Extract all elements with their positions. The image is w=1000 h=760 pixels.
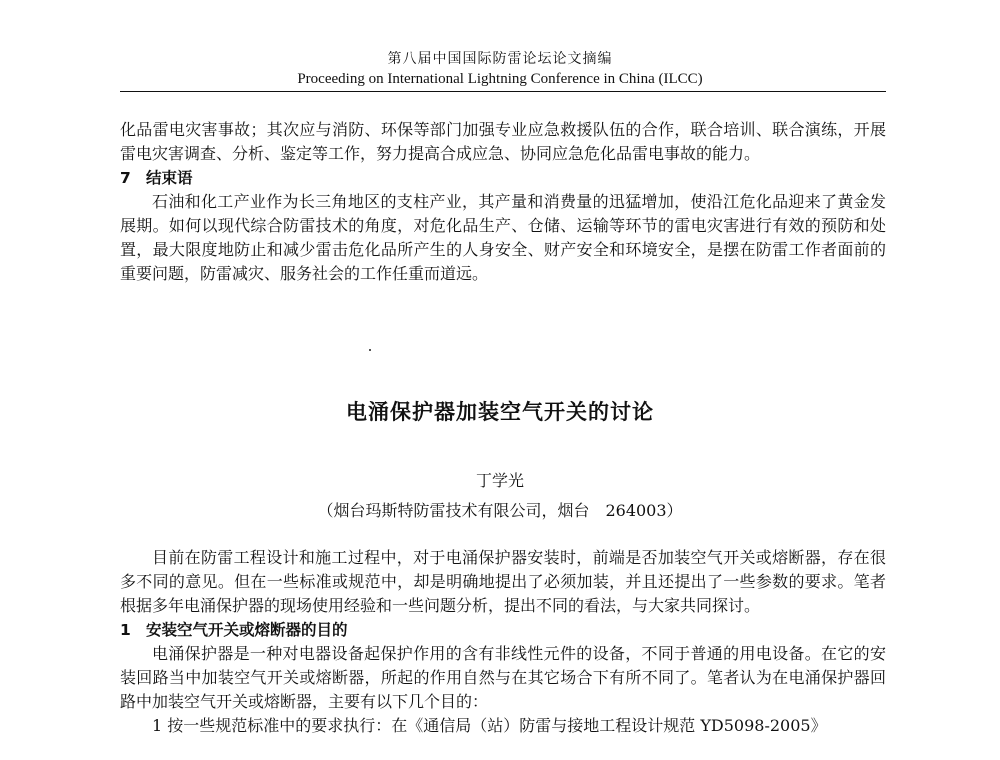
list-item: 1 按一些规范标准中的要求执行：在《通信局（站）防雷与接地工程设计规范 YD5098-2005》 bbox=[152, 716, 827, 735]
article-title: 电涌保护器加装空气开关的讨论 bbox=[346, 400, 654, 424]
article-affiliation: （烟台玛斯特防雷技术有限公司，烟台 264003） bbox=[317, 501, 683, 520]
section-title: 安装空气开关或熔断器的目的 bbox=[146, 621, 348, 639]
section-number: 1 bbox=[120, 621, 131, 639]
header-title-en: Proceeding on International Lightning Conference in China (ILCC) bbox=[297, 71, 703, 87]
section-heading bbox=[120, 166, 886, 190]
previous-article-ending bbox=[120, 118, 886, 286]
header-title-cn: 第八届中国国际防雷论坛论文摘编 bbox=[387, 51, 613, 67]
section-title: 结束语 bbox=[146, 169, 193, 187]
paragraph: 目前在防雷工程设计和施工过程中，对于电涌保护器安装时，前端是否加装空气开关或熔断器，存在很多不同的意见。但在一些标准或规范中，却是明确地提出了必须加装，并且还提出了一些参数的要求。笔者根据多年电涌保护器的现场使用经验和一些问题分析，提出不同的看法，与大家共同探讨。 bbox=[120, 548, 886, 615]
header-rule bbox=[120, 91, 886, 92]
article-author: 丁学光 bbox=[475, 471, 524, 490]
article-body bbox=[120, 546, 886, 738]
paragraph: 化品雷电灾害事故；其次应与消防、环保等部门加强专业应急救援队伍的合作，联合培训、联合演练，开展雷电灾害调查、分析、鉴定等工作，努力提高合成应急、协同应急危化品雷电事故的能力。 bbox=[120, 120, 886, 163]
running-header bbox=[0, 50, 1000, 88]
paragraph: 石油和化工产业作为长三角地区的支柱产业，其产量和消费量的迅猛增加，使沿江危化品迎来了黄金发展期。如何以现代综合防雷技术的角度，对危化品生产、仓储、运输等环节的雷电灾害进行有效的预防和处置，最大限度地防止和减少雷击危化品所产生的人身安全、财产安全和环境安全，是摆在防雷工作者面前的重要问题，防雷减灾、服务社会的工作任重而道远。 bbox=[120, 192, 886, 283]
section-number: 7 bbox=[120, 169, 131, 187]
stray-mark bbox=[369, 349, 371, 351]
section-heading bbox=[120, 618, 886, 642]
paragraph: 电涌保护器是一种对电器设备起保护作用的含有非线性元件的设备，不同于普通的用电设备。在它的安装回路当中加装空气开关或熔断器，所起的作用自然与在其它场合下有所不同了。笔者认为在电涌保护器回路中加装空气开关或熔断器，主要有以下几个目的： bbox=[120, 644, 886, 711]
